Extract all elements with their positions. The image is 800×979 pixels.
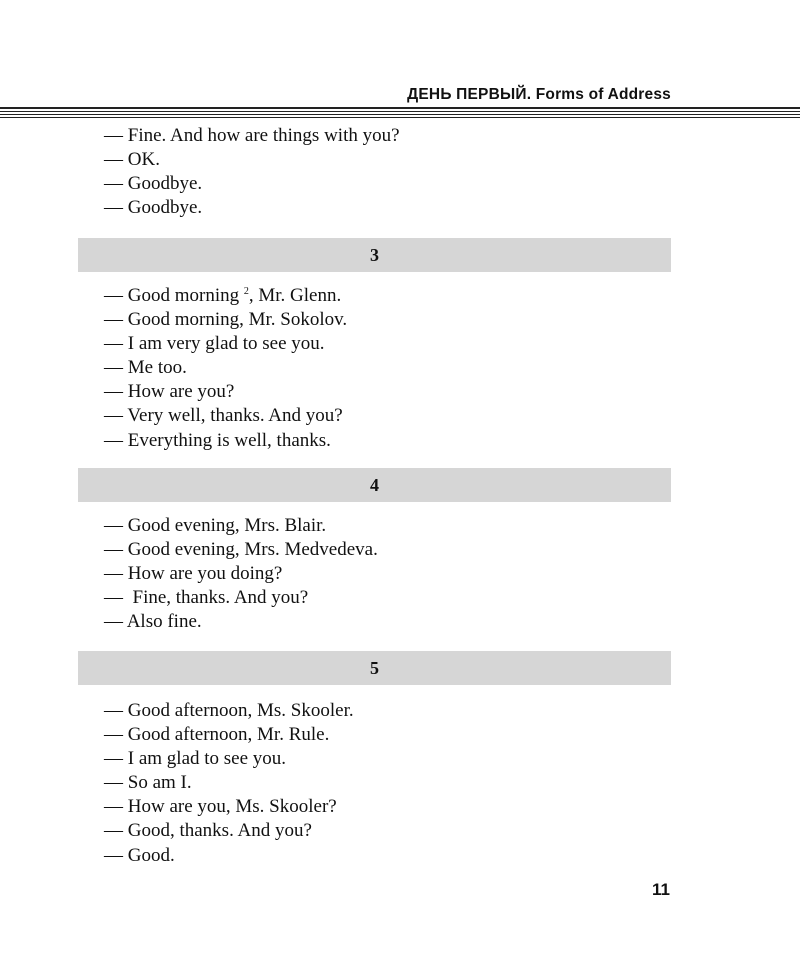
dialogue-line: — Everything is well, thanks. xyxy=(104,429,331,451)
header-rule xyxy=(0,114,800,115)
dialogue-number-band xyxy=(78,468,671,502)
dialogue-line: — How are you? xyxy=(104,381,235,403)
dialogue-line: — How are you, Ms. Skooler? xyxy=(104,796,337,818)
header-rule xyxy=(0,107,800,109)
dialogue-line: — Good evening, Mrs. Medvedeva. xyxy=(104,539,378,561)
dialogue-line: — OK. xyxy=(104,149,160,171)
dialogue-line: — Good, thanks. And you? xyxy=(104,820,312,842)
dialogue-line: — So am I. xyxy=(104,772,192,794)
page-number: 11 xyxy=(652,880,670,899)
dialogue-number-band xyxy=(78,651,671,685)
dialogue-line: — Good. xyxy=(104,844,175,866)
dialogue-number-band xyxy=(78,238,671,272)
dialogue-lines xyxy=(104,284,347,453)
dialogue-line: — Goodbye. xyxy=(104,197,203,219)
dialogue-line: — Me too. xyxy=(104,357,187,379)
dialogue-number: 5 xyxy=(370,658,379,678)
footnote-marker: 2 xyxy=(243,286,249,297)
dialogue-number: 3 xyxy=(370,245,379,265)
dialogue-line: — Goodbye. xyxy=(104,173,203,195)
dialogue-line: — Fine. And how are things with you? xyxy=(104,125,400,146)
dialogue-line: — Very well, thanks. And you? xyxy=(104,405,343,427)
header-title-en: Forms of Address xyxy=(535,86,671,103)
dialogue-lines xyxy=(104,699,354,868)
dialogue-line: — Good afternoon, Mr. Rule. xyxy=(104,724,330,746)
dialogue-line: — I am glad to see you. xyxy=(104,748,287,770)
dialogue-line: — Fine, thanks. And you? xyxy=(104,587,309,609)
dialogue-line xyxy=(104,284,347,308)
dialogue-line: — I am very glad to see you. xyxy=(104,333,325,355)
dialogue-line: — Also fine. xyxy=(104,611,202,633)
running-header xyxy=(407,86,671,104)
dialogue-line: — Good evening, Mrs. Blair. xyxy=(104,515,327,536)
dialogue-line: — How are you doing? xyxy=(104,563,283,585)
header-title-ru: ДЕНЬ ПЕРВЫЙ. xyxy=(407,86,532,103)
dialogue-lines xyxy=(104,514,378,634)
header-rule xyxy=(0,117,800,118)
line-text: — Good morning xyxy=(104,285,244,306)
dialogue-lines-continued xyxy=(104,124,400,220)
dialogue-number: 4 xyxy=(370,475,379,495)
header-rule xyxy=(0,111,800,112)
line-text: , Mr. Glenn. xyxy=(248,285,342,306)
dialogue-line: — Good morning, Mr. Sokolov. xyxy=(104,309,348,331)
dialogue-line: — Good afternoon, Ms. Skooler. xyxy=(104,700,354,721)
